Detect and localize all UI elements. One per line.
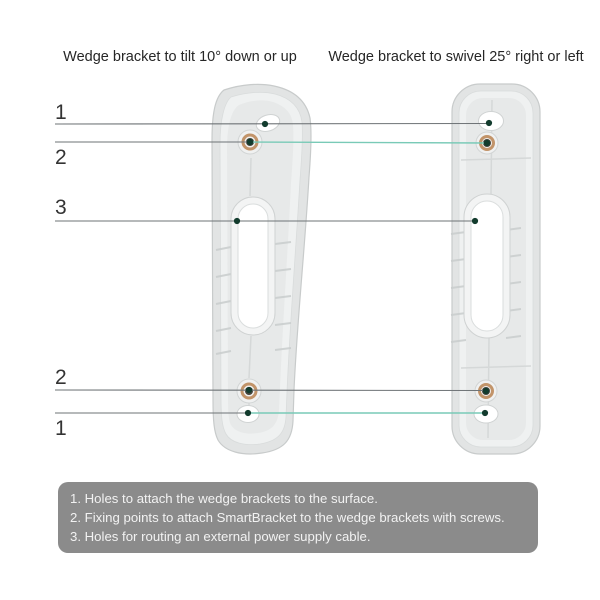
- marker-dot-2-top-left: [247, 139, 253, 145]
- marker-dot-2-bottom-right: [483, 388, 489, 394]
- callout-label-1-top: 1: [55, 101, 67, 124]
- marker-dot-1-top-right: [486, 120, 492, 126]
- marker-dot-3-left: [234, 218, 240, 224]
- swivel-bracket-title: Wedge bracket to swivel 25° right or left: [328, 49, 584, 65]
- swivel-wedge-bracket: [451, 84, 540, 454]
- marker-dot-1-top-left: [262, 121, 268, 127]
- callout-label-2-top: 2: [55, 146, 67, 169]
- marker-dot-1-bottom-left: [245, 410, 251, 416]
- callout-label-2-bottom: 2: [55, 366, 67, 389]
- legend-item-1: 1. Holes to attach the wedge brackets to the surface.: [70, 491, 378, 506]
- tilt-bracket-cable-slot: [238, 204, 268, 328]
- leader-line-2-bottom: [55, 390, 486, 391]
- marker-dot-2-bottom-left: [246, 387, 252, 393]
- legend-item-2: 2. Fixing points to attach SmartBracket to the wedge brackets with screws.: [70, 510, 505, 525]
- legend-item-3: 3. Holes for routing an external power supply cable.: [70, 529, 371, 544]
- tilt-wedge-bracket: [212, 84, 311, 454]
- leader-line-2-top-teal: [250, 142, 487, 143]
- marker-dot-3-right: [472, 218, 478, 224]
- leader-line-1-top: [55, 124, 489, 125]
- tilt-bracket-title: Wedge bracket to tilt 10° down or up: [63, 49, 297, 65]
- legend-box: [58, 482, 538, 553]
- callout-label-1-bottom: 1: [55, 417, 67, 440]
- callout-label-3: 3: [55, 196, 67, 219]
- marker-dot-1-bottom-right: [482, 410, 488, 416]
- marker-dot-2-top-right: [484, 140, 490, 146]
